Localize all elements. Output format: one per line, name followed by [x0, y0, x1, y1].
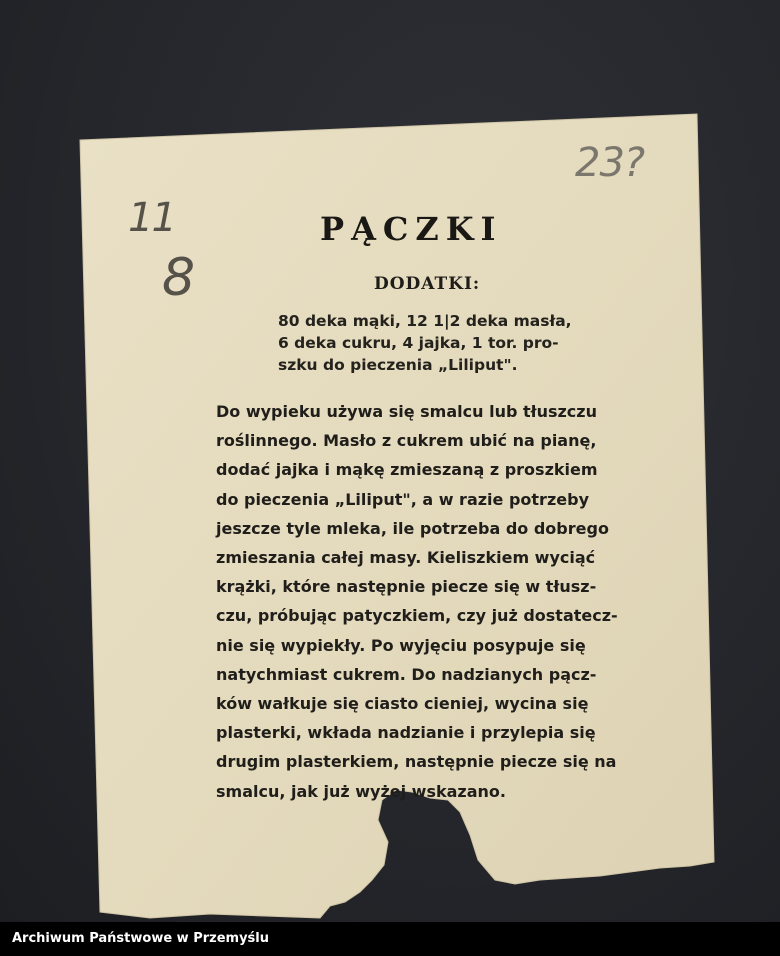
ingredient-line: 80 deka mąki, 12 1|2 deka masła, [278, 312, 572, 330]
instruction-line: smalcu, jak już wyżej wskazano. [216, 781, 506, 801]
instruction-line: do pieczenia „Liliput", a w razie potrzeby [216, 489, 589, 509]
archive-credit-text: Archiwum Państwowe w Przemyślu [12, 931, 270, 946]
ingredients-list [278, 310, 638, 376]
instruction-line: zmieszania całej masy. Kieliszkiem wyciąć [216, 548, 596, 568]
recipe-instructions [216, 397, 706, 806]
instruction-line: ków wałkuje się ciasto cieniej, wycina się [216, 694, 589, 714]
ingredient-line: 6 deka cukru, 4 jajka, 1 tor. pro- [278, 334, 559, 352]
instruction-line: plasterki, wkłada nadzianie i przylepia się [216, 723, 596, 743]
instruction-line: roślinnego. Masło z cukrem ubić na pianę, [216, 431, 597, 451]
instruction-line: jeszcze tyle mleka, ile potrzeba do dobrego [216, 518, 609, 538]
instruction-line: krążki, które następnie piecze się w tłusz- [216, 577, 597, 597]
archive-credit-bar [0, 922, 780, 956]
ingredient-line: szku do pieczenia „Liliput". [278, 356, 518, 374]
handwritten-number: 8 [162, 248, 196, 308]
instruction-line: nie się wypiekły. Po wyjęciu posypuje się [216, 635, 586, 655]
instruction-line: Do wypieku używa się smalcu lub tłuszczu [216, 402, 597, 421]
instruction-line: czu, próbując patyczkiem, czy już dostatecz- [216, 606, 618, 626]
instruction-line: natychmiast cukrem. Do nadzianych pącz- [216, 664, 597, 684]
recipe-title: PĄCZKI [320, 210, 503, 248]
handwritten-number: 11 [128, 195, 175, 241]
handwritten-number: 23? [575, 140, 645, 186]
recipe-subtitle: DODATKI: [374, 274, 481, 294]
instruction-line: dodać jajka i mąkę zmieszaną z proszkiem [216, 460, 598, 480]
instruction-line: drugim plasterkiem, następnie piecze się na [216, 752, 617, 772]
